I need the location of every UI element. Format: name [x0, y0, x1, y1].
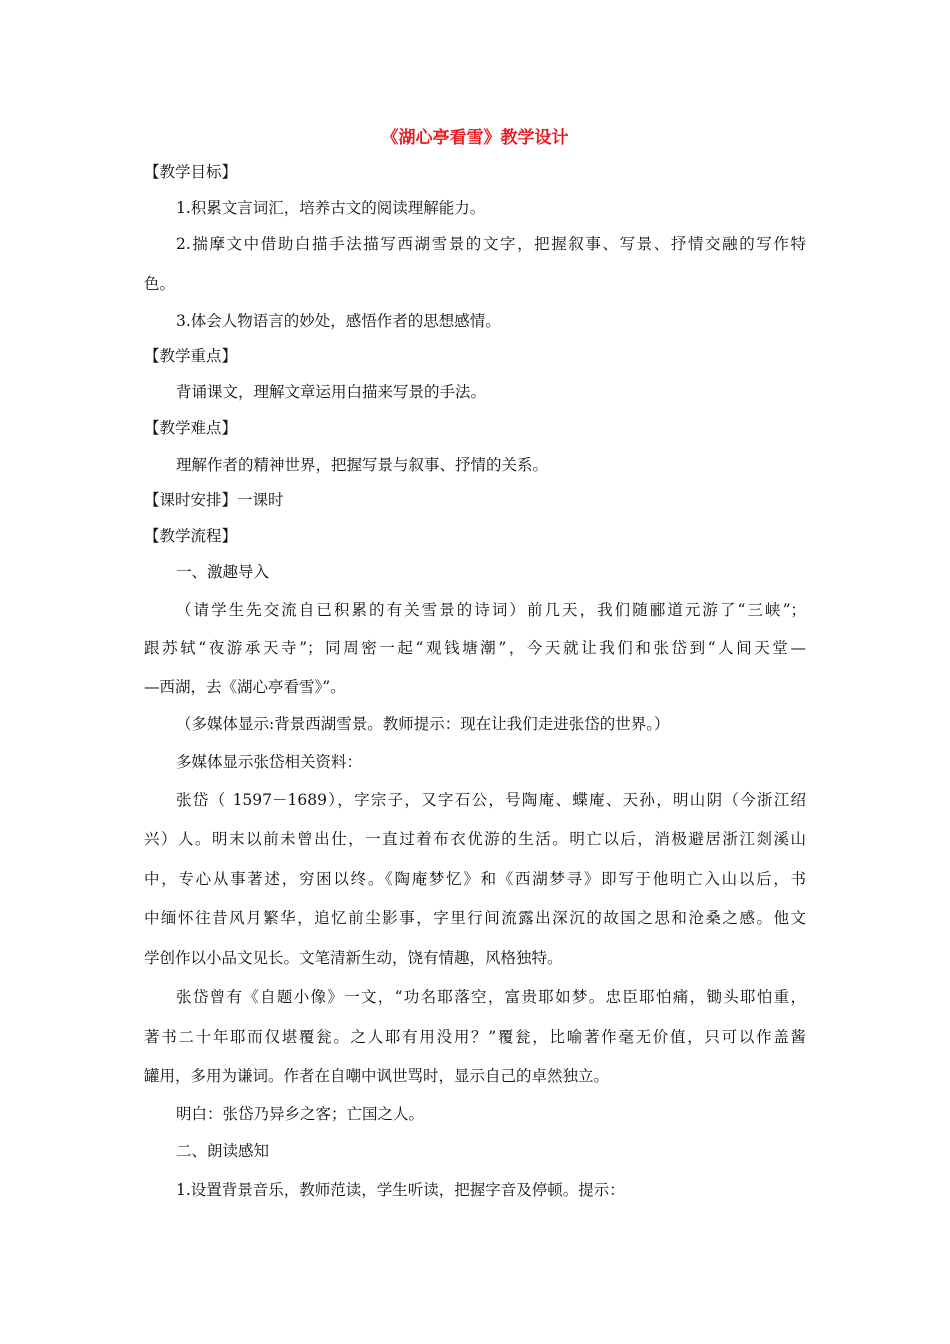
section-heading-objectives: 【教学目标】	[144, 163, 238, 181]
difficulties-text: 理解作者的精神世界，把握写景与叙事、抒情的关系。	[176, 456, 549, 474]
multimedia-note: （多媒体显示:背景西湖雪景。教师提示：现在让我们走进张岱的世界。）	[176, 715, 670, 733]
intro-para-line-1: （请学生先交流自已积累的有关雪景的诗词）前几天，我们随郦道元游了“三峡”；	[176, 601, 806, 619]
portrait-para-line-2: 著书二十年耶而仅堪覆瓮。之人耶有用没用？”覆瓮，比喻著作毫无价值，只可以作盖酱	[144, 1028, 806, 1046]
step-2-heading: 二、朗读感知	[176, 1142, 270, 1160]
portrait-para-line-1: 张岱曾有《自题小像》一文，“功名耶落空，富贵耶如梦。忠臣耶怕痛，锄头耶怕重，	[176, 988, 806, 1006]
step-1-heading: 一、激趣导入	[176, 563, 270, 581]
key-points-text: 背诵课文，理解文章运用白描来写景的手法。	[176, 383, 487, 401]
bio-para-line-3: 中，专心从事著述，穷困以终。《陶庵梦忆》和《西湖梦寻》即写于他明亡入山以后，书	[144, 870, 806, 888]
section-heading-key-points: 【教学重点】	[144, 347, 238, 365]
section-heading-schedule: 【课时安排】一课时	[144, 491, 284, 509]
intro-para-line-3: —西湖，去《湖心亭看雪》”。	[144, 678, 346, 696]
portrait-para-line-3: 罐用，多用为谦词。作者在自嘲中讽世骂时，显示自己的卓然独立。	[144, 1067, 610, 1085]
bio-para-line-4: 中缅怀往昔风月繁华，追忆前尘影事，字里行间流露出深沉的故国之思和沧桑之感。他文	[144, 909, 806, 927]
document-title: 《湖心亭看雪》教学设计	[381, 128, 569, 148]
section-heading-process: 【教学流程】	[144, 527, 238, 545]
objective-2-cont: 色。	[144, 275, 176, 293]
multimedia-materials-label: 多媒体显示张岱相关资料：	[176, 753, 363, 771]
objective-1: 1.积累文言词汇，培养古文的阅读理解能力。	[176, 199, 486, 217]
bio-para-line-5: 学创作以小品文见长。文笔清新生动，饶有情趣，风格独特。	[144, 949, 563, 967]
bio-para-line-2: 兴）人。明末以前未曾出仕，一直过着布衣优游的生活。明亡以后，消极避居浙江剡溪山	[144, 830, 806, 848]
intro-para-line-2: 跟苏轼“夜游承天寺”；同周密一起“观钱塘潮”，今天就让我们和张岱到“人间天堂—	[144, 639, 806, 657]
section-heading-difficulties: 【教学难点】	[144, 419, 238, 437]
bio-para-line-1: 张岱（ 1597－1689），字宗子，又字石公，号陶庵、蝶庵、天孙，明山阴（今浙江绍	[176, 791, 806, 809]
summary-line: 明白：张岱乃异乡之客；亡国之人。	[176, 1105, 425, 1123]
step-2-item-1: 1.设置背景音乐，教师范读，学生听读，把握字音及停顿。提示：	[176, 1181, 625, 1199]
objective-3: 3.体会人物语言的妙处，感悟作者的思想感情。	[176, 312, 501, 330]
objective-2: 2.揣摩文中借助白描手法描写西湖雪景的文字，把握叙事、写景、抒情交融的写作特	[176, 235, 806, 253]
